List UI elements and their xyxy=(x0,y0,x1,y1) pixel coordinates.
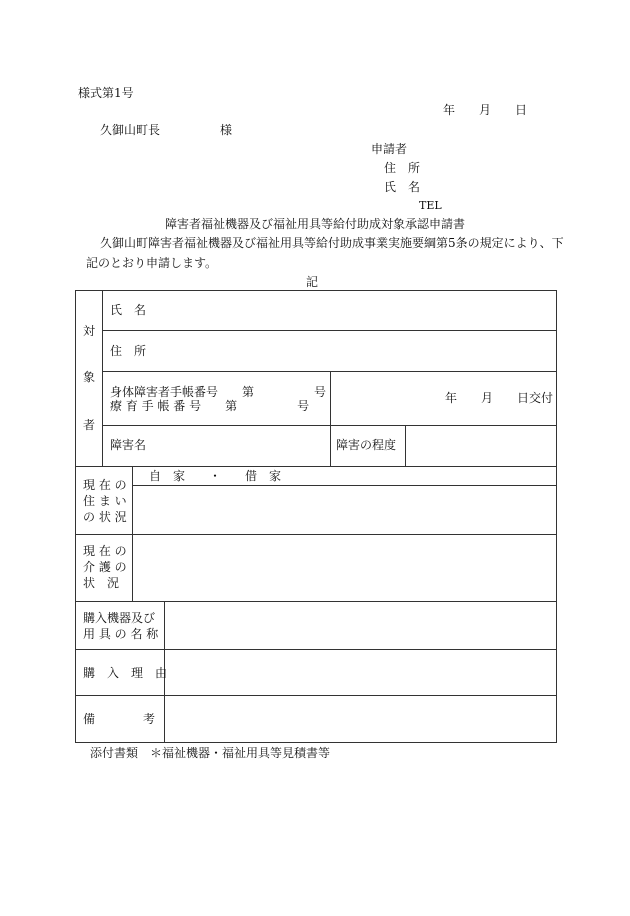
residence-label: 住 ま い xyxy=(83,494,127,508)
applicant-label: 申請者 xyxy=(371,142,408,156)
subject-label-char: 象 xyxy=(82,370,95,384)
care-label: 介 護 の xyxy=(83,560,127,574)
subject-label-char: 者 xyxy=(82,418,95,432)
handbook-number-line1: 身体障害者手帳番号 第 号 xyxy=(110,385,327,399)
addressee: 久御山町長 様 xyxy=(100,123,233,137)
handbook-number-line2: 療 育 手 帳 番 号 第 号 xyxy=(110,399,310,413)
applicant-name-label: 氏 名 xyxy=(384,180,421,194)
disability-name-label: 障害名 xyxy=(110,438,147,452)
form-number: 様式第1号 xyxy=(78,86,134,100)
body-text-line2: 記のとおり申請します。 xyxy=(86,256,218,270)
address-label: 住 所 xyxy=(110,344,147,358)
care-label: 状 況 xyxy=(83,576,120,590)
issue-date: 年 月 日交付 xyxy=(445,391,554,405)
equipment-label: 用 具 の 名 称 xyxy=(83,627,159,641)
application-form-table xyxy=(75,290,556,742)
applicant-address-label: 住 所 xyxy=(384,161,421,175)
subject-label-char: 対 xyxy=(82,324,95,338)
equipment-label: 購入機器及び xyxy=(83,611,156,625)
date-line: 年 月 日 xyxy=(443,103,528,117)
attachment-note: 添付書類 ＊福祉機器・福祉用具等見積書等 xyxy=(90,746,331,760)
residence-options: 自 家 ・ 借 家 xyxy=(149,469,282,483)
body-text-line1: 久御山町障害者福祉機器及び福祉用具等給付助成事業実施要綱第5条の規定により、下 xyxy=(100,236,564,250)
document-title: 障害者福祉機器及び福祉用具等給付助成対象承認申請書 xyxy=(165,217,466,231)
residence-label: 現 在 の xyxy=(83,478,127,492)
care-label: 現 在 の xyxy=(83,544,127,558)
disability-degree-label: 障害の程度 xyxy=(336,438,397,452)
applicant-tel-label: TEL xyxy=(419,199,442,212)
purchase-reason-label: 購 入 理 由 xyxy=(83,666,168,680)
remarks-label: 備 考 xyxy=(83,712,156,726)
residence-label: の 状 況 xyxy=(83,510,127,524)
ki-label: 記 xyxy=(306,275,319,289)
name-label: 氏 名 xyxy=(110,303,147,317)
